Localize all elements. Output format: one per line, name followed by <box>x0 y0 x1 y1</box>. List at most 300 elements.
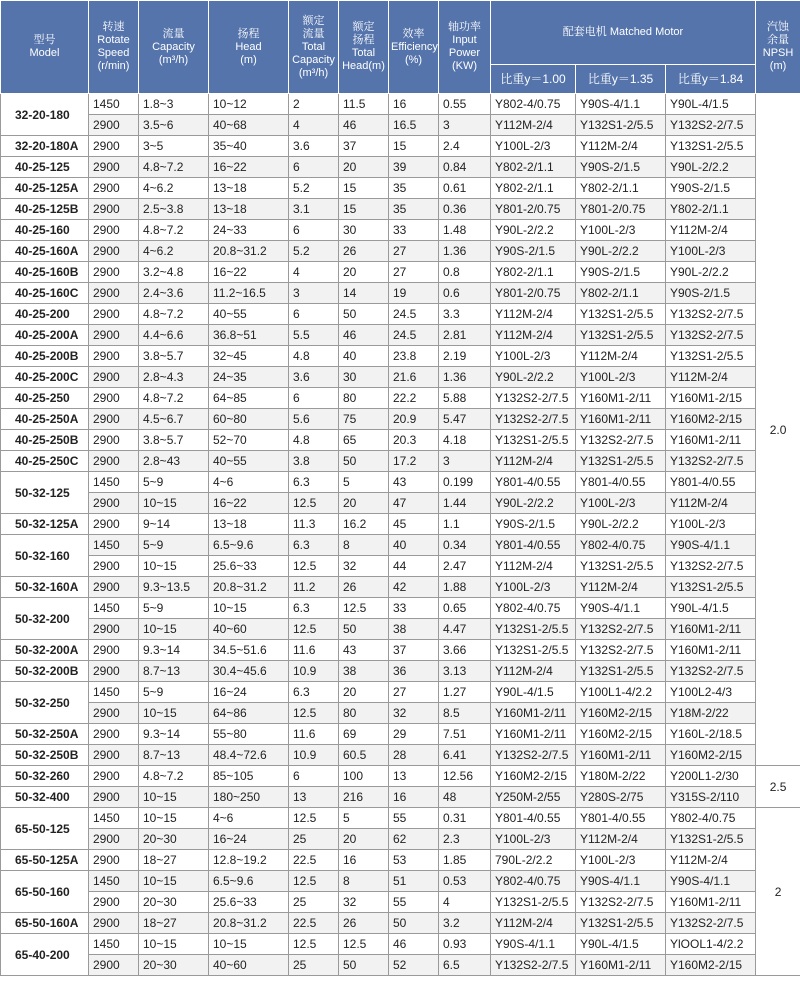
table-row <box>1 724 800 745</box>
motor-sg1-cell: Y90L-4/1.5 <box>491 682 576 703</box>
rated-head-cell: 30 <box>339 220 389 241</box>
table-row <box>1 493 800 514</box>
capacity-cell: 10~15 <box>139 556 209 577</box>
power-cell: 2.47 <box>439 556 491 577</box>
efficiency-cell: 20.3 <box>389 430 439 451</box>
capacity-cell: 1.8~3 <box>139 94 209 115</box>
header-power: 轴功率 Input Power (KW) <box>439 1 491 94</box>
table-row <box>1 157 800 178</box>
power-cell: 1.36 <box>439 367 491 388</box>
motor-sg2-cell: Y132S1-2/5.5 <box>576 913 666 934</box>
model-cell: 50-32-250B <box>1 745 89 766</box>
motor-sg2-cell: Y90L-2/2.2 <box>576 514 666 535</box>
motor-sg1-cell: Y802-4/0.75 <box>491 598 576 619</box>
efficiency-cell: 36 <box>389 661 439 682</box>
motor-sg3-cell: Y315S-2/110 <box>666 787 756 808</box>
model-cell: 40-25-250A <box>1 409 89 430</box>
head-cell: 40~55 <box>209 304 289 325</box>
speed-cell: 2900 <box>89 451 139 472</box>
rated-capacity-cell: 25 <box>289 829 339 850</box>
rated-head-cell: 20 <box>339 682 389 703</box>
efficiency-cell: 53 <box>389 850 439 871</box>
model-cell: 40-25-125A <box>1 178 89 199</box>
capacity-cell: 3.2~4.8 <box>139 262 209 283</box>
table-row <box>1 220 800 241</box>
table-row <box>1 325 800 346</box>
header-speed: 转速 Rotate Speed (r/min) <box>89 1 139 94</box>
speed-cell: 1450 <box>89 682 139 703</box>
power-cell: 3.2 <box>439 913 491 934</box>
table-row <box>1 430 800 451</box>
motor-sg3-cell: Y160M1-2/11 <box>666 892 756 913</box>
power-cell: 6.5 <box>439 955 491 976</box>
speed-cell: 2900 <box>89 388 139 409</box>
table-row <box>1 682 800 703</box>
power-cell: 1.36 <box>439 241 491 262</box>
capacity-cell: 10~15 <box>139 619 209 640</box>
rated-capacity-cell: 13 <box>289 787 339 808</box>
table-row <box>1 388 800 409</box>
rated-capacity-cell: 12.5 <box>289 619 339 640</box>
capacity-cell: 10~15 <box>139 703 209 724</box>
table-row <box>1 409 800 430</box>
motor-sg2-cell: Y160M1-2/11 <box>576 745 666 766</box>
rated-capacity-cell: 12.5 <box>289 808 339 829</box>
motor-sg1-cell: Y802-4/0.75 <box>491 871 576 892</box>
rated-capacity-cell: 4 <box>289 262 339 283</box>
motor-sg1-cell: Y802-2/1.1 <box>491 178 576 199</box>
motor-sg1-cell: Y132S1-2/5.5 <box>491 640 576 661</box>
head-cell: 40~60 <box>209 955 289 976</box>
capacity-cell: 4.8~7.2 <box>139 304 209 325</box>
rated-capacity-cell: 22.5 <box>289 850 339 871</box>
motor-sg3-cell: Y132S2-2/7.5 <box>666 304 756 325</box>
motor-sg1-cell: Y90S-2/1.5 <box>491 241 576 262</box>
header-rated-capacity: 额定 流量 Total Capacity (m³/h) <box>289 1 339 94</box>
table-row <box>1 787 800 808</box>
motor-sg1-cell: Y112M-2/4 <box>491 325 576 346</box>
head-cell: 30.4~45.6 <box>209 661 289 682</box>
motor-sg1-cell: Y112M-2/4 <box>491 304 576 325</box>
motor-sg3-cell: Y112M-2/4 <box>666 220 756 241</box>
rated-capacity-cell: 5.2 <box>289 241 339 262</box>
header-npsh: 汽蚀 余量 NPSH (m) <box>756 1 800 94</box>
table-row <box>1 262 800 283</box>
model-cell: 65-40-200 <box>1 934 89 976</box>
motor-sg1-cell: Y801-2/0.75 <box>491 283 576 304</box>
efficiency-cell: 22.2 <box>389 388 439 409</box>
motor-sg2-cell: Y802-2/1.1 <box>576 178 666 199</box>
header-model: 型号 Model <box>1 1 89 94</box>
rated-capacity-cell: 5.6 <box>289 409 339 430</box>
rated-head-cell: 5 <box>339 472 389 493</box>
rated-head-cell: 12.5 <box>339 934 389 955</box>
head-cell: 85~105 <box>209 766 289 787</box>
capacity-cell: 2.4~3.6 <box>139 283 209 304</box>
head-cell: 25.6~33 <box>209 556 289 577</box>
head-cell: 52~70 <box>209 430 289 451</box>
power-cell: 1.88 <box>439 577 491 598</box>
model-cell: 40-25-160A <box>1 241 89 262</box>
capacity-cell: 9.3~13.5 <box>139 577 209 598</box>
rated-capacity-cell: 6.3 <box>289 535 339 556</box>
head-cell: 6.5~9.6 <box>209 871 289 892</box>
motor-sg3-cell: Y802-4/0.75 <box>666 808 756 829</box>
table-row <box>1 640 800 661</box>
capacity-cell: 4.8~7.2 <box>139 157 209 178</box>
efficiency-cell: 13 <box>389 766 439 787</box>
power-cell: 5.47 <box>439 409 491 430</box>
rated-capacity-cell: 12.5 <box>289 871 339 892</box>
motor-sg3-cell: Y160M2-2/15 <box>666 955 756 976</box>
head-cell: 16~24 <box>209 829 289 850</box>
motor-sg2-cell: Y90L-2/2.2 <box>576 241 666 262</box>
power-cell: 0.84 <box>439 157 491 178</box>
motor-sg1-cell: Y802-2/1.1 <box>491 262 576 283</box>
motor-sg2-cell: Y280S-2/75 <box>576 787 666 808</box>
rated-head-cell: 32 <box>339 556 389 577</box>
head-cell: 25.6~33 <box>209 892 289 913</box>
power-cell: 6.41 <box>439 745 491 766</box>
motor-sg3-cell: Y132S1-2/5.5 <box>666 829 756 850</box>
motor-sg1-cell: Y132S1-2/5.5 <box>491 892 576 913</box>
rated-capacity-cell: 12.5 <box>289 493 339 514</box>
motor-sg3-cell: Y160M1-2/11 <box>666 640 756 661</box>
rated-head-cell: 26 <box>339 913 389 934</box>
motor-sg3-cell: Y90L-4/1.5 <box>666 94 756 115</box>
efficiency-cell: 33 <box>389 220 439 241</box>
power-cell: 0.34 <box>439 535 491 556</box>
capacity-cell: 5~9 <box>139 472 209 493</box>
motor-sg2-cell: Y160M1-2/11 <box>576 388 666 409</box>
capacity-cell: 10~15 <box>139 871 209 892</box>
table-row <box>1 871 800 892</box>
rated-capacity-cell: 6 <box>289 220 339 241</box>
rated-head-cell: 80 <box>339 703 389 724</box>
capacity-cell: 2.8~4.3 <box>139 367 209 388</box>
speed-cell: 2900 <box>89 199 139 220</box>
motor-sg3-cell: Y160M1-2/11 <box>666 430 756 451</box>
table-row <box>1 619 800 640</box>
motor-sg2-cell: Y801-4/0.55 <box>576 808 666 829</box>
power-cell: 0.61 <box>439 178 491 199</box>
head-cell: 60~80 <box>209 409 289 430</box>
model-cell: 40-25-250B <box>1 430 89 451</box>
head-cell: 12.8~19.2 <box>209 850 289 871</box>
power-cell: 8.5 <box>439 703 491 724</box>
power-cell: 48 <box>439 787 491 808</box>
rated-capacity-cell: 12.5 <box>289 934 339 955</box>
table-row <box>1 136 800 157</box>
efficiency-cell: 55 <box>389 892 439 913</box>
model-cell: 50-32-200B <box>1 661 89 682</box>
motor-sg2-cell: Y90S-4/1.1 <box>576 598 666 619</box>
motor-sg1-cell: Y90L-2/2.2 <box>491 367 576 388</box>
speed-cell: 2900 <box>89 703 139 724</box>
table-row <box>1 199 800 220</box>
capacity-cell: 2.5~3.8 <box>139 199 209 220</box>
power-cell: 2.3 <box>439 829 491 850</box>
power-cell: 1.44 <box>439 493 491 514</box>
motor-sg2-cell: Y802-2/1.1 <box>576 283 666 304</box>
speed-cell: 2900 <box>89 178 139 199</box>
capacity-cell: 18~27 <box>139 913 209 934</box>
speed-cell: 2900 <box>89 304 139 325</box>
rated-head-cell: 20 <box>339 829 389 850</box>
rated-head-cell: 20 <box>339 262 389 283</box>
head-cell: 180~250 <box>209 787 289 808</box>
head-cell: 10~15 <box>209 934 289 955</box>
head-cell: 48.4~72.6 <box>209 745 289 766</box>
rated-head-cell: 16.2 <box>339 514 389 535</box>
motor-sg1-cell: Y132S2-2/7.5 <box>491 388 576 409</box>
motor-sg1-cell: Y802-2/1.1 <box>491 157 576 178</box>
motor-sg1-cell: Y132S2-2/7.5 <box>491 955 576 976</box>
motor-sg2-cell: Y132S2-2/7.5 <box>576 619 666 640</box>
model-cell: 40-25-200C <box>1 367 89 388</box>
motor-sg1-cell: Y801-4/0.55 <box>491 472 576 493</box>
rated-capacity-cell: 3.6 <box>289 136 339 157</box>
rated-capacity-cell: 11.6 <box>289 640 339 661</box>
power-cell: 0.8 <box>439 262 491 283</box>
motor-sg1-cell: Y100L-2/3 <box>491 346 576 367</box>
speed-cell: 2900 <box>89 724 139 745</box>
speed-cell: 1450 <box>89 472 139 493</box>
speed-cell: 2900 <box>89 430 139 451</box>
model-cell: 32-20-180 <box>1 94 89 136</box>
rated-capacity-cell: 3.1 <box>289 199 339 220</box>
model-cell: 65-50-125 <box>1 808 89 850</box>
speed-cell: 2900 <box>89 766 139 787</box>
header-motor-sg-3: 比重y＝1.84 <box>666 65 756 94</box>
power-cell: 0.55 <box>439 94 491 115</box>
efficiency-cell: 38 <box>389 619 439 640</box>
rated-head-cell: 50 <box>339 304 389 325</box>
efficiency-cell: 35 <box>389 199 439 220</box>
rated-head-cell: 60.5 <box>339 745 389 766</box>
motor-sg1-cell: Y132S2-2/7.5 <box>491 745 576 766</box>
table-header <box>1 1 800 94</box>
motor-sg2-cell: Y132S1-2/5.5 <box>576 556 666 577</box>
motor-sg1-cell: Y112M-2/4 <box>491 913 576 934</box>
speed-cell: 2900 <box>89 850 139 871</box>
efficiency-cell: 29 <box>389 724 439 745</box>
rated-head-cell: 26 <box>339 241 389 262</box>
rated-head-cell: 20 <box>339 493 389 514</box>
efficiency-cell: 16.5 <box>389 115 439 136</box>
header-motor-sg-2: 比重y＝1.35 <box>576 65 666 94</box>
table-row <box>1 745 800 766</box>
speed-cell: 2900 <box>89 955 139 976</box>
efficiency-cell: 47 <box>389 493 439 514</box>
efficiency-cell: 17.2 <box>389 451 439 472</box>
efficiency-cell: 20.9 <box>389 409 439 430</box>
npsh-cell: 2.5 <box>756 766 800 808</box>
head-cell: 10~15 <box>209 598 289 619</box>
speed-cell: 2900 <box>89 409 139 430</box>
model-cell: 40-25-200A <box>1 325 89 346</box>
speed-cell: 2900 <box>89 619 139 640</box>
table-row <box>1 367 800 388</box>
power-cell: 1.1 <box>439 514 491 535</box>
table-row <box>1 598 800 619</box>
head-cell: 32~45 <box>209 346 289 367</box>
head-cell: 34.5~51.6 <box>209 640 289 661</box>
efficiency-cell: 37 <box>389 640 439 661</box>
rated-head-cell: 11.5 <box>339 94 389 115</box>
speed-cell: 2900 <box>89 115 139 136</box>
motor-sg3-cell: Y132S2-2/7.5 <box>666 661 756 682</box>
efficiency-cell: 27 <box>389 241 439 262</box>
capacity-cell: 4.8~7.2 <box>139 388 209 409</box>
speed-cell: 1450 <box>89 535 139 556</box>
motor-sg2-cell: Y132S1-2/5.5 <box>576 661 666 682</box>
efficiency-cell: 27 <box>389 682 439 703</box>
motor-sg1-cell: Y112M-2/4 <box>491 556 576 577</box>
motor-sg3-cell: Y18M-2/22 <box>666 703 756 724</box>
speed-cell: 2900 <box>89 346 139 367</box>
head-cell: 11.2~16.5 <box>209 283 289 304</box>
model-cell: 40-25-125B <box>1 199 89 220</box>
motor-sg3-cell: Y90L-4/1.5 <box>666 598 756 619</box>
rated-head-cell: 20 <box>339 157 389 178</box>
motor-sg3-cell: Y132S2-2/7.5 <box>666 913 756 934</box>
efficiency-cell: 51 <box>389 871 439 892</box>
head-cell: 20.8~31.2 <box>209 241 289 262</box>
model-cell: 50-32-400 <box>1 787 89 808</box>
table-row <box>1 808 800 829</box>
model-cell: 65-50-125A <box>1 850 89 871</box>
capacity-cell: 3~5 <box>139 136 209 157</box>
motor-sg1-cell: Y90L-2/2.2 <box>491 493 576 514</box>
model-cell: 50-32-125A <box>1 514 89 535</box>
motor-sg2-cell: Y90S-4/1.1 <box>576 94 666 115</box>
motor-sg1-cell: Y132S1-2/5.5 <box>491 619 576 640</box>
model-cell: 65-50-160 <box>1 871 89 913</box>
rated-capacity-cell: 6 <box>289 157 339 178</box>
head-cell: 36.8~51 <box>209 325 289 346</box>
motor-sg2-cell: Y801-2/0.75 <box>576 199 666 220</box>
efficiency-cell: 19 <box>389 283 439 304</box>
motor-sg1-cell: Y160M1-2/11 <box>491 724 576 745</box>
efficiency-cell: 55 <box>389 808 439 829</box>
capacity-cell: 10~15 <box>139 787 209 808</box>
motor-sg2-cell: Y100L-2/3 <box>576 367 666 388</box>
motor-sg3-cell: Y200L1-2/30 <box>666 766 756 787</box>
motor-sg1-cell: Y160M2-2/15 <box>491 766 576 787</box>
motor-sg3-cell: Y112M-2/4 <box>666 850 756 871</box>
rated-capacity-cell: 4 <box>289 115 339 136</box>
capacity-cell: 4.4~6.6 <box>139 325 209 346</box>
efficiency-cell: 44 <box>389 556 439 577</box>
speed-cell: 2900 <box>89 157 139 178</box>
motor-sg2-cell: Y132S1-2/5.5 <box>576 451 666 472</box>
capacity-cell: 5~9 <box>139 682 209 703</box>
motor-sg1-cell: Y250M-2/55 <box>491 787 576 808</box>
motor-sg2-cell: Y160M1-2/11 <box>576 409 666 430</box>
efficiency-cell: 39 <box>389 157 439 178</box>
model-cell: 50-32-250 <box>1 682 89 724</box>
motor-sg2-cell: Y90S-2/1.5 <box>576 157 666 178</box>
motor-sg2-cell: Y160M2-2/15 <box>576 724 666 745</box>
rated-capacity-cell: 25 <box>289 955 339 976</box>
header-motor-sg-1: 比重y＝1.00 <box>491 65 576 94</box>
model-cell: 40-25-160C <box>1 283 89 304</box>
model-cell: 50-32-260 <box>1 766 89 787</box>
model-cell: 40-25-160B <box>1 262 89 283</box>
rated-capacity-cell: 3 <box>289 283 339 304</box>
motor-sg2-cell: Y90L-4/1.5 <box>576 934 666 955</box>
table-row <box>1 934 800 955</box>
efficiency-cell: 62 <box>389 829 439 850</box>
head-cell: 20.8~31.2 <box>209 913 289 934</box>
motor-sg3-cell: Y132S2-2/7.5 <box>666 556 756 577</box>
capacity-cell: 5~9 <box>139 535 209 556</box>
table-row <box>1 955 800 976</box>
capacity-cell: 8.7~13 <box>139 661 209 682</box>
capacity-cell: 9.3~14 <box>139 724 209 745</box>
head-cell: 16~22 <box>209 157 289 178</box>
model-cell: 40-25-250C <box>1 451 89 472</box>
table-body <box>1 94 800 976</box>
motor-sg3-cell: Y90L-2/2.2 <box>666 157 756 178</box>
motor-sg1-cell: Y100L-2/3 <box>491 136 576 157</box>
rated-head-cell: 50 <box>339 619 389 640</box>
rated-capacity-cell: 12.5 <box>289 556 339 577</box>
table-row <box>1 766 800 787</box>
table-row <box>1 451 800 472</box>
rated-head-cell: 43 <box>339 640 389 661</box>
head-cell: 24~33 <box>209 220 289 241</box>
table-row <box>1 346 800 367</box>
efficiency-cell: 21.6 <box>389 367 439 388</box>
efficiency-cell: 52 <box>389 955 439 976</box>
capacity-cell: 4~6.2 <box>139 241 209 262</box>
motor-sg3-cell: Y100L-2/3 <box>666 514 756 535</box>
power-cell: 2.19 <box>439 346 491 367</box>
rated-head-cell: 75 <box>339 409 389 430</box>
speed-cell: 2900 <box>89 913 139 934</box>
table-row <box>1 703 800 724</box>
power-cell: 3.3 <box>439 304 491 325</box>
rated-capacity-cell: 3.6 <box>289 367 339 388</box>
motor-sg2-cell: Y100L-2/3 <box>576 850 666 871</box>
rated-head-cell: 14 <box>339 283 389 304</box>
speed-cell: 2900 <box>89 640 139 661</box>
capacity-cell: 10~15 <box>139 493 209 514</box>
rated-capacity-cell: 3.8 <box>289 451 339 472</box>
head-cell: 4~6 <box>209 808 289 829</box>
speed-cell: 2900 <box>89 220 139 241</box>
efficiency-cell: 27 <box>389 262 439 283</box>
power-cell: 2.81 <box>439 325 491 346</box>
power-cell: 1.85 <box>439 850 491 871</box>
rated-head-cell: 100 <box>339 766 389 787</box>
efficiency-cell: 16 <box>389 787 439 808</box>
table-row <box>1 829 800 850</box>
table-row <box>1 94 800 115</box>
rated-capacity-cell: 6.3 <box>289 472 339 493</box>
motor-sg1-cell: Y112M-2/4 <box>491 661 576 682</box>
capacity-cell: 20~30 <box>139 955 209 976</box>
rated-capacity-cell: 4.8 <box>289 346 339 367</box>
motor-sg3-cell: Y90L-2/2.2 <box>666 262 756 283</box>
rated-capacity-cell: 6 <box>289 766 339 787</box>
efficiency-cell: 46 <box>389 934 439 955</box>
motor-sg1-cell: Y112M-2/4 <box>491 115 576 136</box>
efficiency-cell: 50 <box>389 913 439 934</box>
head-cell: 16~24 <box>209 682 289 703</box>
